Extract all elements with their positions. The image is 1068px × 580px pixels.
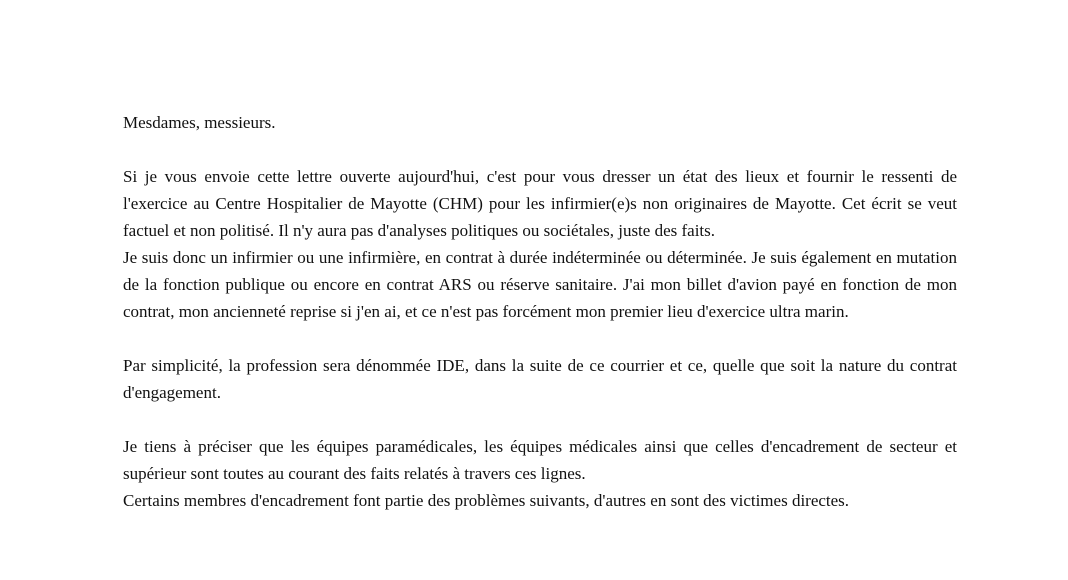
letter-body xyxy=(123,109,957,514)
paragraph-identity: Je suis donc un infirmier ou une infirmière, en contrat à durée indéterminée ou déterminée. Je suis également en mutation de la fonction publique ou encore en contrat ARS ou réserve sanitaire. J'ai mon billet d'avion payé en fonction de mon contrat, mon ancienneté reprise si j'en ai, et ce n'est pas forcément mon premier lieu d'exercice ultra marin. xyxy=(123,248,957,321)
paragraph-spacer xyxy=(123,136,957,163)
paragraph-management: Certains membres d'encadrement font partie des problèmes suivants, d'autres en sont des victimes directes. xyxy=(123,491,850,510)
salutation: Mesdames, messieurs. xyxy=(123,113,276,132)
paragraph-definition: Par simplicité, la profession sera dénommée IDE, dans la suite de ce courrier et ce, quelle que soit la nature du contrat d'engagement. xyxy=(123,356,957,402)
paragraph-spacer xyxy=(123,406,957,433)
paragraph-teams: Je tiens à préciser que les équipes paramédicales, les équipes médicales ainsi que celles d'encadrement de secteur et supérieur sont toutes au courant des faits relatés à travers ces lignes. xyxy=(123,437,957,483)
paragraph-intro: Si je vous envoie cette lettre ouverte aujourd'hui, c'est pour vous dresser un état des lieux et fournir le ressenti de l'exercice au Centre Hospitalier de Mayotte (CHM) pour les infirmier(e)s non originaires de Mayotte. Cet écrit se veut factuel et non politisé. Il n'y aura pas d'analyses politiques ou sociétales, juste des faits. xyxy=(123,167,957,240)
paragraph-spacer xyxy=(123,325,957,352)
